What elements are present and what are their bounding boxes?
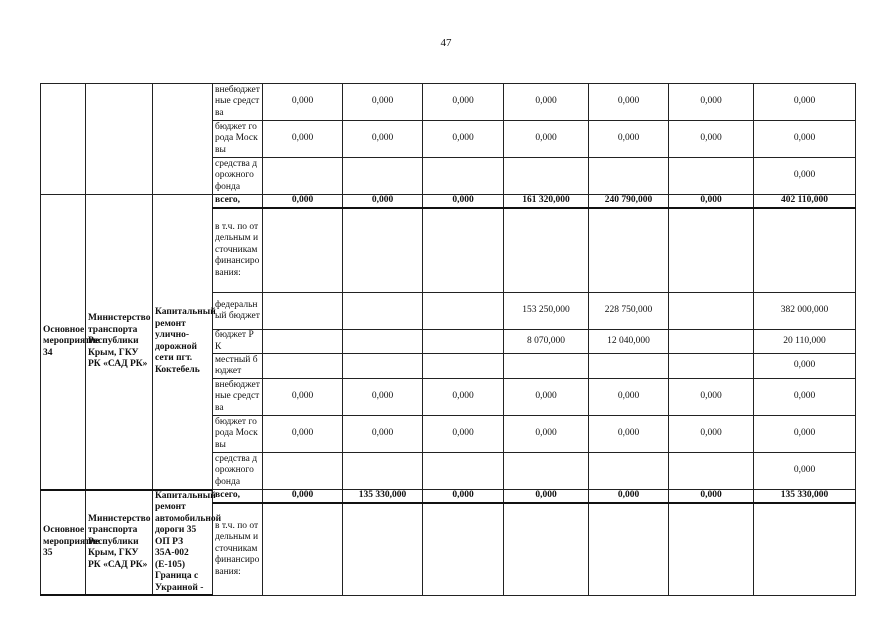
funding-source-label: средства дорожного фонда <box>213 158 263 195</box>
amount-cell: 0,000 <box>589 416 669 453</box>
amount-cell <box>343 293 423 330</box>
amount-cell: 0,000 <box>504 379 589 416</box>
amount-cell <box>263 354 343 379</box>
funding-source-label: всего, <box>213 490 263 504</box>
amount-cell: 153 250,000 <box>504 293 589 330</box>
amount-cell: 20 110,000 <box>754 330 856 354</box>
amount-cell <box>423 293 504 330</box>
amount-cell <box>589 503 669 595</box>
amount-cell <box>669 208 754 293</box>
description-cell: Капитальный ремонт автомобильной дороги 35 ОП РЗ 35А-002 (Е-105) Граница с Украиной - <box>153 490 213 596</box>
funding-source-label: федеральный бюджет <box>213 293 263 330</box>
amount-cell <box>343 503 423 595</box>
amount-cell <box>263 208 343 293</box>
funding-source-label: бюджет города Москвы <box>213 121 263 158</box>
amount-cell: 0,000 <box>669 84 754 121</box>
amount-cell: 240 790,000 <box>589 195 669 208</box>
amount-cell <box>589 158 669 195</box>
amount-cell: 0,000 <box>669 490 754 504</box>
measure-name-cell <box>41 84 86 195</box>
amount-cell: 135 330,000 <box>343 490 423 504</box>
amount-cell <box>263 158 343 195</box>
amount-cell: 0,000 <box>423 490 504 504</box>
amount-cell <box>423 208 504 293</box>
amount-cell <box>423 354 504 379</box>
amount-cell <box>343 158 423 195</box>
amount-cell <box>589 354 669 379</box>
funding-source-label: в т.ч. по отдельным источникам финансирования: <box>213 503 263 595</box>
amount-cell <box>263 330 343 354</box>
amount-cell <box>504 158 589 195</box>
amount-cell: 0,000 <box>669 416 754 453</box>
amount-cell: 0,000 <box>589 121 669 158</box>
amount-cell <box>263 503 343 595</box>
description-cell: Капитальный ремонт улично-дорожной сети пгт. Коктебель <box>153 195 213 490</box>
amount-cell: 0,000 <box>263 490 343 504</box>
amount-cell: 12 040,000 <box>589 330 669 354</box>
amount-cell: 0,000 <box>669 121 754 158</box>
amount-cell <box>504 453 589 490</box>
amount-cell: 0,000 <box>343 195 423 208</box>
amount-cell <box>504 354 589 379</box>
funding-source-label: местный бюджет <box>213 354 263 379</box>
amount-cell: 0,000 <box>669 379 754 416</box>
amount-cell <box>589 453 669 490</box>
funding-row <box>41 84 856 121</box>
amount-cell <box>343 453 423 490</box>
amount-cell <box>589 208 669 293</box>
amount-cell <box>423 503 504 595</box>
amount-cell: 0,000 <box>754 379 856 416</box>
amount-cell <box>263 293 343 330</box>
executor-cell: Министерство транспорта Республики Крым, ГКУ РК «САД РК» <box>86 490 153 596</box>
amount-cell: 0,000 <box>669 195 754 208</box>
amount-cell: 0,000 <box>343 84 423 121</box>
amount-cell: 0,000 <box>754 416 856 453</box>
amount-cell: 0,000 <box>263 84 343 121</box>
funding-source-label: средства дорожного фонда <box>213 453 263 490</box>
amount-cell: 135 330,000 <box>754 490 856 504</box>
amount-cell <box>343 208 423 293</box>
funding-source-label: бюджет города Москвы <box>213 416 263 453</box>
total-row <box>41 195 856 208</box>
amount-cell: 0,000 <box>263 195 343 208</box>
amount-cell <box>423 158 504 195</box>
amount-cell <box>669 158 754 195</box>
funding-source-label: всего, <box>213 195 263 208</box>
amount-cell: 0,000 <box>263 416 343 453</box>
amount-cell: 0,000 <box>589 84 669 121</box>
amount-cell: 0,000 <box>754 453 856 490</box>
amount-cell: 0,000 <box>423 416 504 453</box>
funding-source-label: внебюджетные средства <box>213 84 263 121</box>
amount-cell: 0,000 <box>754 84 856 121</box>
executor-cell <box>86 84 153 195</box>
amount-cell <box>504 503 589 595</box>
amount-cell: 402 110,000 <box>754 195 856 208</box>
amount-cell: 0,000 <box>754 121 856 158</box>
amount-cell: 8 070,000 <box>504 330 589 354</box>
amount-cell: 0,000 <box>504 121 589 158</box>
amount-cell <box>669 293 754 330</box>
amount-cell: 161 320,000 <box>504 195 589 208</box>
amount-cell: 0,000 <box>263 121 343 158</box>
amount-cell: 0,000 <box>423 195 504 208</box>
amount-cell: 0,000 <box>423 84 504 121</box>
amount-cell: 0,000 <box>263 379 343 416</box>
amount-cell <box>343 330 423 354</box>
amount-cell: 382 000,000 <box>754 293 856 330</box>
page-number: 47 <box>440 37 452 49</box>
funding-source-label: бюджет РК <box>213 330 263 354</box>
amount-cell <box>343 354 423 379</box>
amount-cell: 0,000 <box>343 416 423 453</box>
amount-cell: 0,000 <box>504 490 589 504</box>
budget-table <box>40 83 856 596</box>
amount-cell: 0,000 <box>504 84 589 121</box>
amount-cell <box>754 503 856 595</box>
amount-cell <box>669 354 754 379</box>
measure-name-cell: Основное мероприятие 35 <box>41 490 86 596</box>
amount-cell: 0,000 <box>504 416 589 453</box>
amount-cell: 228 750,000 <box>589 293 669 330</box>
amount-cell <box>423 453 504 490</box>
measure-name-cell: Основное мероприятие 34 <box>41 195 86 490</box>
funding-source-label: внебюджетные средства <box>213 379 263 416</box>
amount-cell: 0,000 <box>343 121 423 158</box>
executor-cell: Министерство транспорта Республики Крым, ГКУ РК «САД РК» <box>86 195 153 490</box>
amount-cell: 0,000 <box>423 121 504 158</box>
amount-cell <box>504 208 589 293</box>
funding-source-label: в т.ч. по отдельным источникам финансирования: <box>213 208 263 293</box>
amount-cell: 0,000 <box>343 379 423 416</box>
amount-cell: 0,000 <box>589 379 669 416</box>
amount-cell <box>263 453 343 490</box>
amount-cell <box>423 330 504 354</box>
amount-cell: 0,000 <box>589 490 669 504</box>
amount-cell: 0,000 <box>423 379 504 416</box>
amount-cell <box>669 503 754 595</box>
amount-cell <box>669 453 754 490</box>
total-row <box>41 490 856 504</box>
description-cell <box>153 84 213 195</box>
amount-cell: 0,000 <box>754 158 856 195</box>
amount-cell: 0,000 <box>754 354 856 379</box>
amount-cell <box>669 330 754 354</box>
amount-cell <box>754 208 856 293</box>
